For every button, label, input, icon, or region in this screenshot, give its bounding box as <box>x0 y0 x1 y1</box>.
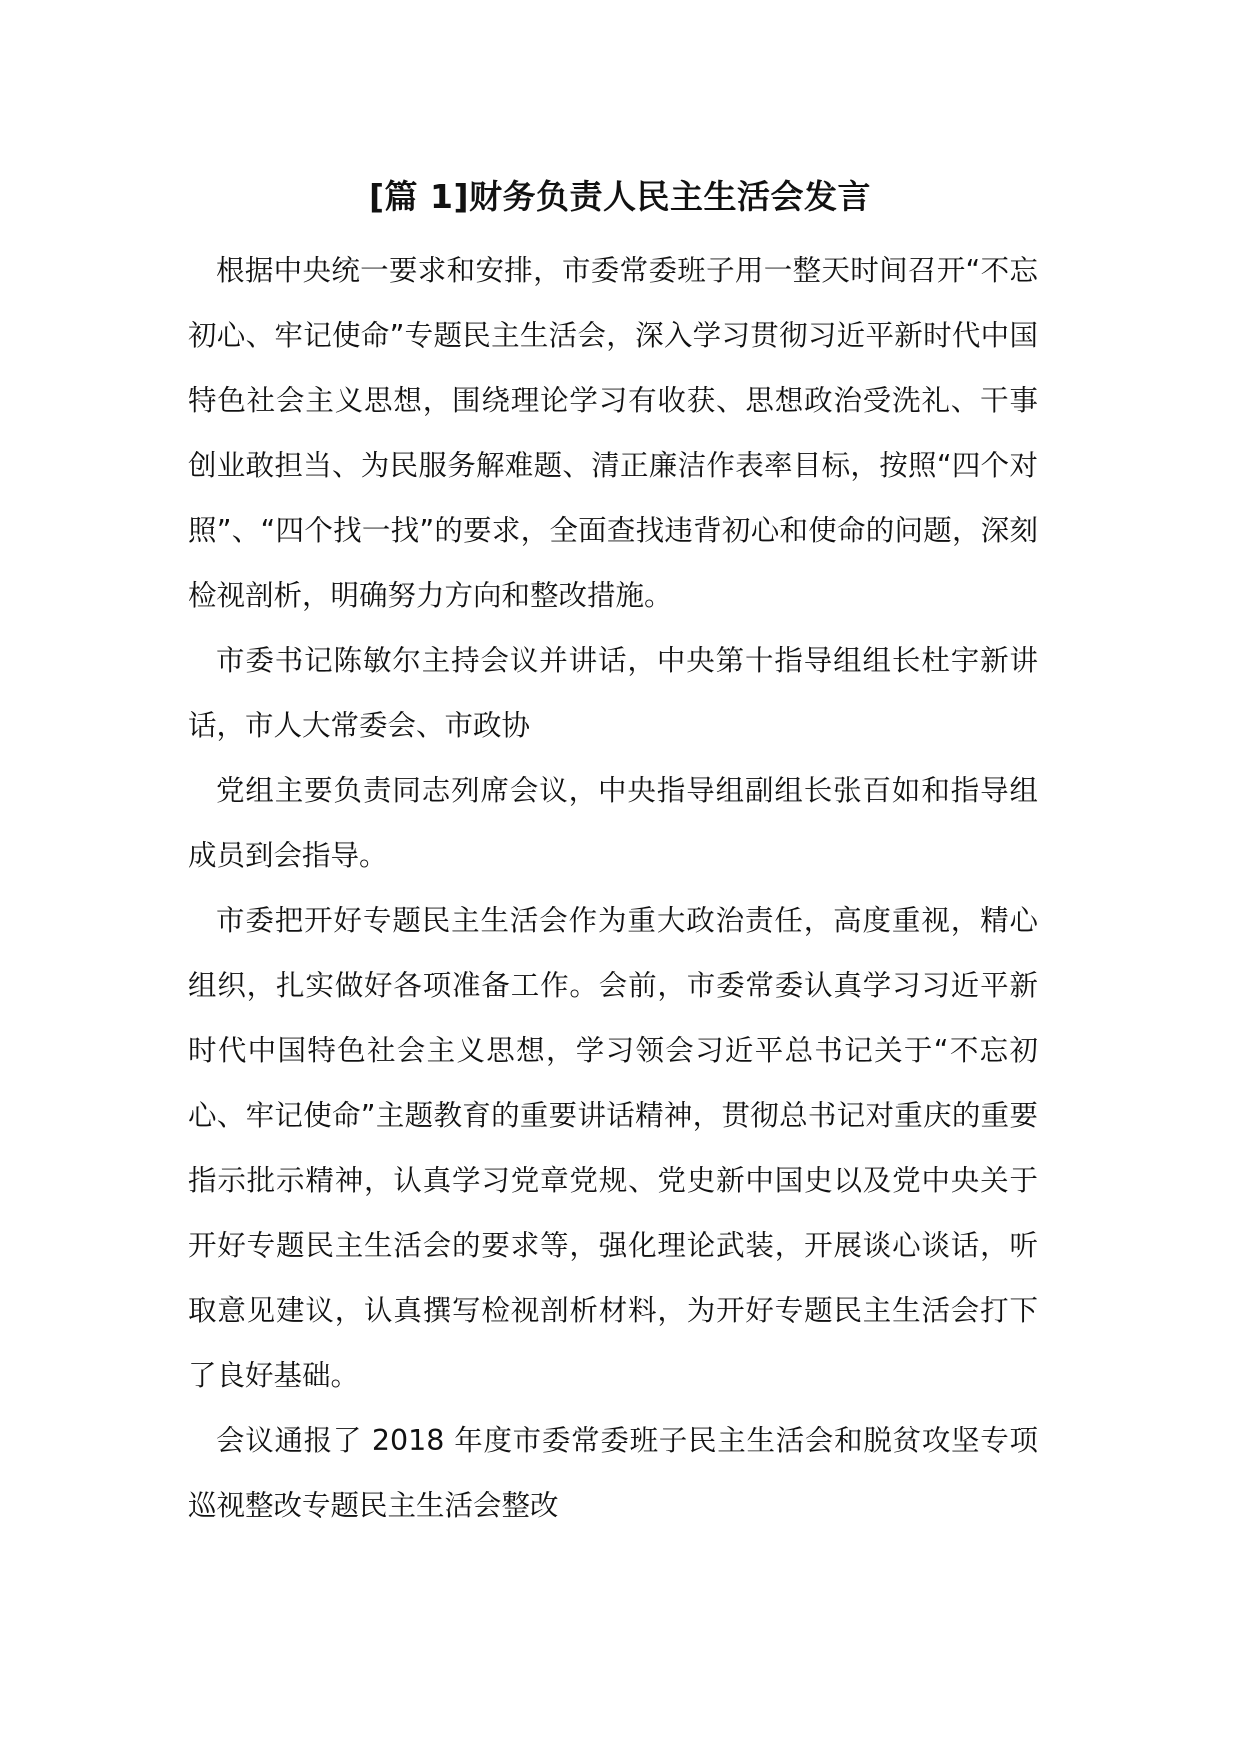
document-title: [篇 1]财务负责人民主生活会发言 <box>368 177 872 216</box>
paragraph: 党组主要负责同志列席会议，中央指导组副组长张百如和指导组成员到会指导。 <box>188 774 1038 872</box>
paragraph: 市委把开好专题民主生活会作为重大政治责任，高度重视，精心组织，扎实做好各项准备工作。会前，市委常委认真学习习近平新时代中国特色社会主义思想，学习领会习近平总书记关于“不忘初心、牢记使命”主题教育的重要讲话精神，贯彻总书记对重庆的重要指示批示精神，认真学习党章党规、党史新中国史以及党中央关于开好专题民主生活会的要求等，强化理论武装，开展谈心谈话，听取意见建议，认真撰写检视剖析材料，为开好专题民主生活会打下了良好基础。 <box>188 904 1038 1392</box>
document-body <box>188 238 1038 1538</box>
paragraph: 市委书记陈敏尔主持会议并讲话，中央第十指导组组长杜宇新讲话，市人大常委会、市政协 <box>188 644 1038 742</box>
paragraph: 根据中央统一要求和安排，市委常委班子用一整天时间召开“不忘初心、牢记使命”专题民主生活会，深入学习贯彻习近平新时代中国特色社会主义思想，围绕理论学习有收获、思想政治受洗礼、干事创业敢担当、为民服务解难题、清正廉洁作表率目标，按照“四个对照”、“四个找一找”的要求，全面查找违背初心和使命的问题，深刻检视剖析，明确努力方向和整改措施。 <box>188 254 1038 612</box>
paragraph: 会议通报了 2018 年度市委常委班子民主生活会和脱贫攻坚专项巡视整改专题民主生活会整改 <box>188 1424 1038 1522</box>
